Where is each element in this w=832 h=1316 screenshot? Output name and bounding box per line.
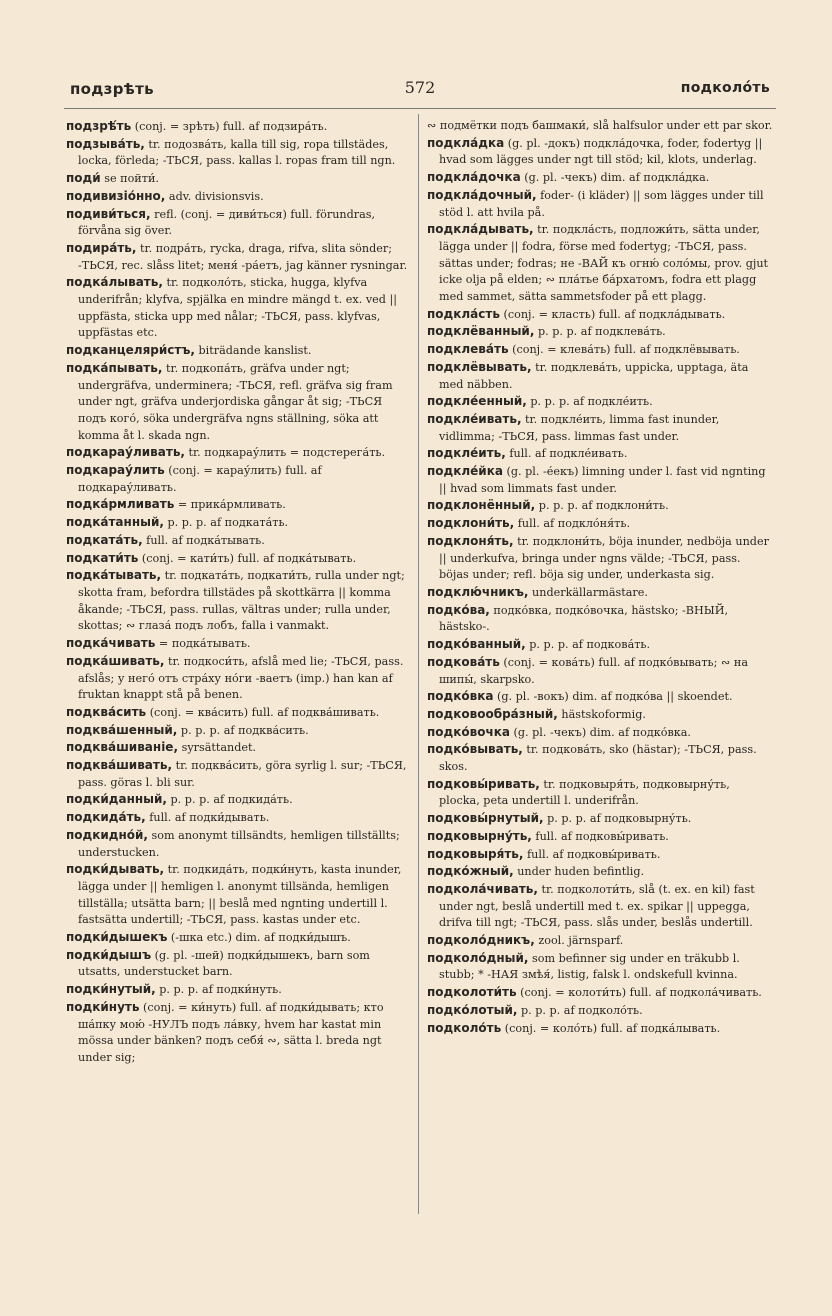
dictionary-entry: [427, 497, 773, 515]
dictionary-entry: [427, 636, 773, 654]
entry-headword: подира́ть,: [66, 240, 137, 255]
entry-definition: tr. подкида́ть, подки́нуть, kasta inunder, lägga under || hemligen l. anonymt tillsända, hemligen tillställa; utsätta barn; || beslå med ngnting undertill l. fastsätta undertill; -ТЬСЯ, pass. kastas under etc.: [78, 863, 402, 927]
dictionary-entry: [66, 653, 412, 704]
entry-headword: подки́данный,: [66, 792, 167, 807]
entry-definition: tr. подкова́ть, sko (hästar); -ТЬСЯ, pass. skos.: [439, 743, 757, 774]
entry-headword: подиви́ться,: [66, 206, 151, 221]
entry-definition: adv. divisionsvis.: [165, 189, 264, 203]
dictionary-entry: [427, 341, 773, 359]
dictionary-entry: [427, 584, 773, 602]
entry-headword: поди́: [66, 171, 101, 186]
dictionary-entry: [427, 515, 773, 533]
entry-headword: подкарау́ливать,: [66, 445, 185, 460]
entry-definition: (g. pl. -чекъ) dim. af подко́вка.: [509, 725, 691, 739]
entry-definition: (g. pl. -докъ) подкла́дочка, foder, fodertyg || hvad som lägges under ngt till stöd; kil, klots, underlag.: [439, 136, 763, 167]
dictionary-entry: [66, 861, 412, 929]
entry-definition: biträdande kanslist.: [194, 344, 312, 358]
dictionary-entry: [427, 393, 773, 411]
entry-headword: подколо́дникъ,: [427, 933, 535, 948]
entry-definition: (conj. = ква́сить) full. af подква́шивать.: [146, 705, 380, 719]
entry-headword: подко́жный,: [427, 864, 514, 879]
dictionary-entry: [427, 135, 773, 169]
dictionary-entry: [427, 846, 773, 864]
entry-definition: full. af подковы́ривать.: [531, 829, 669, 843]
entry-definition: full. af подки́дывать.: [145, 811, 270, 825]
entry-headword: подклоня́ть,: [427, 533, 514, 548]
dictionary-entry: [66, 342, 412, 360]
entry-headword: подкла́сть: [427, 306, 500, 321]
entry-headword: подко́вывать,: [427, 742, 523, 757]
entry-headword: подква́сить: [66, 704, 147, 719]
entry-headword: подкле́йка: [427, 464, 503, 479]
entry-definition: tr. подколоти́ть, slå (t. ex. en kil) fast under ngt, beslå undertill med t. ex. spikar || uppegga, drifva till ngt; -ТЬСЯ, pass. slås under, beslås undertill.: [439, 882, 755, 930]
entry-headword: подки́дывать,: [66, 862, 165, 877]
entry-definition: p. p. p. af подколо́ть.: [517, 1003, 643, 1017]
entry-definition: hästskoformig.: [557, 707, 646, 721]
dictionary-entry: [427, 533, 773, 584]
entry-definition: full. af подкло́ня́ть.: [514, 517, 631, 531]
entry-headword: подка́рмливать: [66, 497, 175, 512]
entry-definition: under huden befintlig.: [513, 865, 645, 879]
dictionary-entry: [427, 221, 773, 306]
dictionary-entry: [66, 809, 412, 827]
dictionary-entry: [66, 444, 412, 462]
entry-headword: подкла́дывать,: [427, 222, 534, 237]
dictionary-entry: [66, 274, 412, 342]
entry-headword: подка́тывать,: [66, 568, 162, 583]
dictionary-entry: [66, 947, 412, 981]
dictionary-entry: [66, 206, 412, 240]
entry-headword: подковы́ривать,: [427, 776, 540, 791]
entry-definition: underkällarmästare.: [528, 585, 648, 599]
entry-definition: tr. подклева́ть, uppicka, upptaga, äta med näbben.: [439, 360, 749, 391]
entry-definition: (conj. = кати́ть) full. af подка́тывать.: [138, 551, 357, 565]
entry-headword: подко́ва,: [427, 602, 490, 617]
entry-definition: (g. pl. -шей) подки́дышекъ, barn som utsatts, understucket barn.: [78, 948, 370, 979]
entry-headword: подкидно́й,: [66, 827, 148, 842]
dictionary-entry: [66, 462, 412, 496]
entry-definition: tr. подкла́сть, подложи́ть, sätta under, lägga under || fodra, förse med fodertyg; -ТЬСЯ, pass. sättas under; fodras; не -ВАЙ къ огню́ соло́мы, prov. gjut icke olja på elden; ∾ пла́тье ба́рхатомъ, fodra ett plagg med sammet, sätta sammetsfoder på ett plagg.: [439, 223, 769, 304]
dictionary-entry: [66, 929, 412, 947]
entry-headword: подка́чивать: [66, 636, 156, 651]
entry-definition: подко́вка, подко́вочка, hästsko; -ВНЫЙ, hästsko-.: [439, 603, 729, 634]
entry-definition: full. af подка́тывать.: [142, 533, 265, 547]
entry-headword: подковырну́ть,: [427, 828, 532, 843]
dictionary-entry: [427, 187, 773, 221]
dictionary-entry: [66, 170, 412, 188]
entry-headword: подко́ванный,: [427, 637, 526, 652]
dictionary-entry: [66, 118, 412, 136]
dictionary-entry: [66, 757, 412, 791]
entry-headword: подка́танный,: [66, 515, 164, 530]
entry-definition: p. p. p. af подки́нуть.: [155, 983, 282, 997]
entry-definition: (g. pl. -вокъ) dim. af подко́ва || skoendet.: [493, 690, 733, 704]
entry-headword: подивизіо́нно,: [66, 188, 166, 203]
dictionary-entry: [66, 981, 412, 999]
entry-definition: tr. подра́ть, rycka, draga, rifva, slita sönder; -ТЬСЯ, rec. slåss litet; меня́ -ра́етъ, jag känner rysningar.: [78, 241, 408, 272]
entry-headword: подколо́дный,: [427, 950, 529, 965]
dictionary-entry: [427, 688, 773, 706]
left-column: [66, 118, 412, 1218]
entry-headword: подката́ть,: [66, 532, 143, 547]
dictionary-entry: [66, 791, 412, 809]
entry-definition: (g. pl. -чекъ) dim. af подкла́дка.: [520, 171, 710, 185]
dictionary-entry: [427, 323, 773, 341]
entry-definition: full. af подковы́ривать.: [523, 847, 661, 861]
entry-definition: (g. pl. -е́екъ) limning under l. fast vid ngnting || hvad som limmats fast under.: [439, 465, 766, 495]
entry-headword: подклони́ть,: [427, 516, 515, 531]
dictionary-entry: [427, 810, 773, 828]
entry-definition: p. p. p. af подклони́ть.: [535, 499, 669, 513]
dictionary-entry: [427, 828, 773, 846]
entry-headword: подкле́ивать,: [427, 411, 522, 426]
entry-definition: som befinner sig under en träkubb l. stubb; * -НАЯ змѣя́, listig, falsk l. ondskefull kvinna.: [439, 951, 740, 982]
entry-headword: подква́шенный,: [66, 722, 178, 737]
entry-definition: p. p. p. af подкида́ть.: [166, 793, 293, 807]
dictionary-entry: [66, 550, 412, 568]
entry-definition: foder- (i kläder) || som lägges under till stöd l. att hvila på.: [439, 188, 764, 219]
dictionary-entry: [427, 306, 773, 324]
entry-definition: tr. подколо́ть, sticka, hugga, klyfva underifrån; klyfva, spjälka en mindre mängd t. ex. ved || uppfästa, sticka upp med nålar; -ТЬСЯ, pass. klyfvas, uppfästas etc.: [78, 276, 398, 340]
dictionary-entry: [427, 724, 773, 742]
entry-definition: tr. подкле́ить, limma fast inunder, vidlimma; -ТЬСЯ, pass. limmas fast under.: [439, 412, 720, 443]
entry-headword: подки́дышъ: [66, 947, 152, 962]
entry-definition: tr. подозва́ть, kalla till sig, ropa tillstädes, locka, förleda; -ТЬСЯ, pass. kallas l. ropas fram till ngn.: [78, 137, 396, 168]
entry-definition: refl. (conj. = диви́ться) full. förundras, förvåna sig över.: [78, 207, 376, 238]
entry-headword: подкла́дочный,: [427, 187, 537, 202]
dictionary-entry: [66, 722, 412, 740]
entry-headword: подка́шивать,: [66, 653, 165, 668]
entry-headword: подки́нутый,: [66, 982, 156, 997]
entry-definition: se пойти́.: [100, 172, 159, 186]
entry-headword: подко́вка: [427, 689, 494, 704]
dictionary-entry: [427, 984, 773, 1002]
dictionary-entry: [66, 514, 412, 532]
entry-definition: p. p. p. af подковырну́ть.: [543, 812, 692, 826]
dictionary-entry: [427, 741, 773, 775]
dictionary-entry: [66, 136, 412, 170]
entry-headword: подкола́чивать,: [427, 881, 538, 896]
dictionary-entry: [66, 360, 412, 445]
entry-definition: tr. подковыря́ть, подковырну́ть, plocka, peta undertill l. underifrån.: [439, 777, 730, 808]
entry-definition: (conj. = колоти́ть) full. af подкола́чивать.: [516, 986, 762, 1000]
entry-headword: подклю́чникъ,: [427, 584, 529, 599]
entry-definition: p. p. p. af подкова́ть.: [525, 638, 651, 652]
column-divider: [418, 114, 419, 1214]
dictionary-entry: [427, 1020, 773, 1038]
dictionary-entry: [66, 496, 412, 514]
entry-headword: подка́пывать,: [66, 360, 163, 375]
entry-headword: подкле́ить,: [427, 446, 506, 461]
entry-definition: tr. подкарау́лить = подстерега́ть.: [184, 446, 386, 460]
dictionary-entry: [427, 950, 773, 984]
entry-headword: подква́шиваніе,: [66, 740, 179, 755]
entry-headword: подкла́дочка: [427, 170, 521, 185]
dictionary-entry: [66, 532, 412, 550]
entry-definition: (conj. = клева́ть) full. af подклёвывать.: [508, 343, 740, 357]
entry-headword: подко́вочка: [427, 724, 510, 739]
entry-definition: tr. подклони́ть, böja inunder, nedböja under || underkufva, bringa under ngns välde; -ТЬСЯ, pass. böjas under; refl. böja sig under, underkasta sig.: [439, 534, 769, 582]
entry-definition: (conj. = ки́нуть) full. af подки́дывать; кто ша́пку мою́ -НУЛЪ подъ ла́вку, hvem har kastat min mössa under bänken? подъ себя́ ∾, sätta l. breda ngt under sig;: [78, 1000, 384, 1064]
dictionary-entry: [66, 999, 412, 1067]
entry-headword: подковыря́ть,: [427, 846, 524, 861]
right-column: [427, 118, 773, 1218]
entry-headword: подкле́енный,: [427, 394, 527, 409]
entry-headword: подковы́рнутый,: [427, 811, 544, 826]
entry-definition: (conj. = зрѣть) full. af подзира́ть.: [131, 120, 328, 133]
entry-headword: подка́лывать,: [66, 275, 163, 290]
entry-headword: подклёвывать,: [427, 359, 532, 374]
entry-definition: tr. подката́ть, подкати́ть, rulla under ngt; skotta fram, befordra tillstädes på skottkärra || komma åkande; -ТЬСЯ, pass. rullas, vältras under; rulla under, skottas; ∾ глаза́ подъ лобъ, falla i vanmakt.: [78, 569, 405, 633]
page-number: 572: [404, 78, 436, 97]
page-header: [70, 80, 770, 104]
entry-definition: p. p. p. af подклева́ть.: [534, 325, 666, 339]
dictionary-entry: [66, 188, 412, 206]
dictionary-entry: [427, 359, 773, 393]
entry-headword: подква́шивать,: [66, 758, 173, 773]
entry-headword: подковообра́зный,: [427, 706, 558, 721]
header-rule: [64, 108, 776, 109]
entry-headword: подкарау́лить: [66, 463, 165, 478]
entry-headword: подкида́ть,: [66, 810, 146, 825]
entry-headword: подколоти́ть: [427, 985, 517, 1000]
entry-definition: (conj. = коло́ть) full. af подка́лывать.: [501, 1021, 721, 1035]
dictionary-entry: [66, 635, 412, 653]
entry-headword: подки́дышекъ: [66, 930, 168, 945]
entry-definition: (conj. = класть) full. af подкла́дывать.: [499, 307, 726, 321]
dictionary-entry: [66, 567, 412, 635]
entry-definition: p. p. p. af подката́ть.: [163, 516, 289, 530]
dictionary-entry: [427, 706, 773, 724]
entry-headword: подколо́ть: [427, 1020, 502, 1035]
dictionary-entry: [427, 411, 773, 445]
right-guide-word: подколо́ть: [680, 80, 770, 96]
entry-definition: = прика́рмливать.: [174, 498, 286, 512]
entry-definition: ∾ подмётки подъ башмаки́, slå halfsulor under ett par skor.: [427, 119, 773, 132]
entry-definition: tr. подкоси́ть, afslå med lie; -ТЬСЯ, pass. afslås; у него́ отъ стра́ху но́ги -ваетъ (imp.) han kan af fruktan knappt stå på benen.: [78, 654, 404, 702]
entry-headword: подко́лотый,: [427, 1002, 518, 1017]
entry-headword: подкати́ть: [66, 550, 139, 565]
dictionary-entry: [427, 863, 773, 881]
entry-headword: подклонённый,: [427, 498, 536, 513]
dictionary-entry: [427, 463, 773, 497]
entry-definition: tr. подкопа́ть, gräfva under ngt; undergräfva, underminera; -ТЬСЯ, refl. gräfva sig fram under ngt, gräfva underjordiska gångar åt sig; -ТЬСЯ подъ кого́, söka undergräfva ngns ställning, söka att komma åt l. skada ngn.: [78, 361, 393, 442]
entry-definition: full. af подкле́ивать.: [505, 447, 628, 461]
dictionary-entry: [427, 654, 773, 688]
dictionary-entry: [427, 932, 773, 950]
dictionary-entry: [66, 704, 412, 722]
entry-headword: подклёванный,: [427, 324, 535, 339]
entry-headword: подкова́ть: [427, 654, 500, 669]
entry-headword: подкла́дка: [427, 135, 505, 150]
dictionary-entry: [66, 739, 412, 757]
dictionary-entry: [427, 776, 773, 810]
entry-headword: подклева́ть: [427, 342, 509, 357]
dictionary-entry: [66, 827, 412, 861]
entry-definition: zool. järnsparf.: [534, 934, 624, 948]
dictionary-entry: [427, 602, 773, 636]
dictionary-entry: [66, 240, 412, 274]
entry-definition: = подка́тывать.: [155, 637, 251, 651]
dictionary-entry: [427, 445, 773, 463]
dictionary-entry: [427, 118, 773, 135]
entry-definition: (conj. = карау́лить) full. af подкарау́ливать.: [78, 464, 322, 494]
dictionary-entry: [427, 169, 773, 187]
dictionary-entry: [427, 1002, 773, 1020]
entry-definition: p. p. p. af подква́сить.: [177, 723, 309, 737]
entry-definition: p. p. p. af подкле́ить.: [526, 395, 653, 409]
entry-definition: som anonymt tillsändts, hemligen tillställts; understucken.: [78, 828, 400, 859]
left-guide-word: подзрѣть: [70, 80, 154, 98]
entry-definition: (-шка etc.) dim. af подки́дышъ.: [167, 931, 351, 945]
entry-headword: подзрѣ́ть: [66, 119, 132, 133]
entry-headword: подки́нуть: [66, 999, 140, 1014]
entry-headword: подзыва́ть,: [66, 136, 145, 151]
entry-definition: syrsättandet.: [178, 741, 257, 755]
entry-definition: (conj. = кова́ть) full. af подко́вывать; ∾ на шипы́, skarpsko.: [439, 655, 749, 686]
dictionary-entry: [427, 881, 773, 932]
entry-headword: подканцеляри́стъ,: [66, 343, 195, 358]
entry-definition: tr. подква́сить, göra syrlig l. sur; -ТЬСЯ, pass. göras l. bli sur.: [78, 759, 407, 789]
